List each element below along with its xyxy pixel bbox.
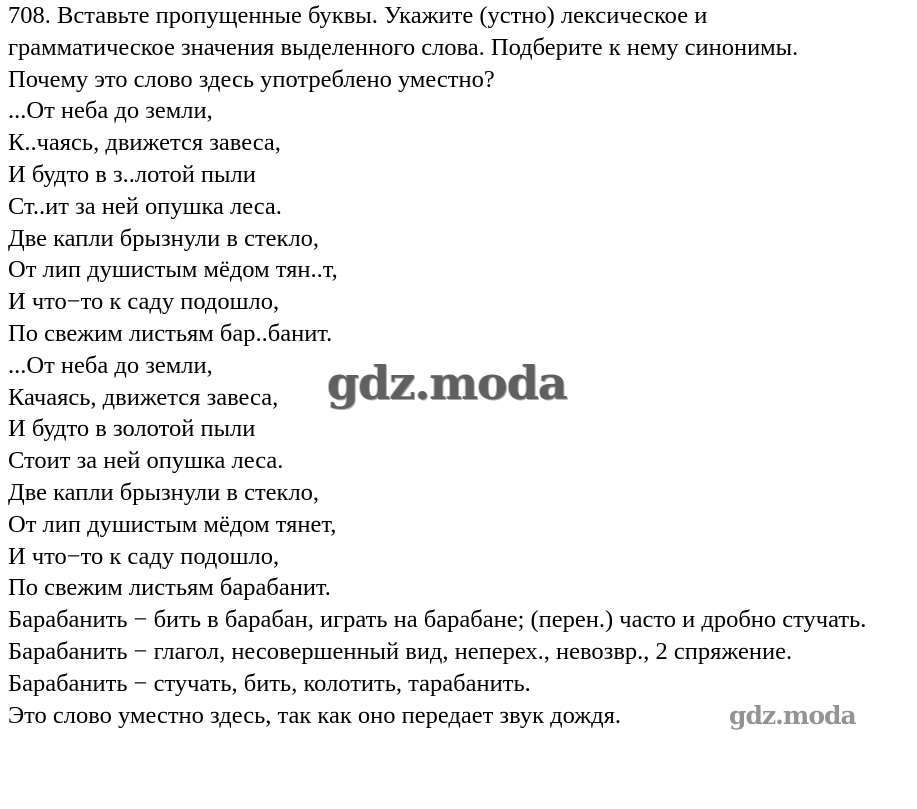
answer-poem-line: Две капли брызнули в стекло, [8, 478, 320, 506]
watermark-small: gdz.moda [729, 701, 856, 730]
lexical-meaning: Барабанить − бить в барабан, играть на барабане; (перен.) часто и дробно стучать. [8, 606, 867, 634]
task-instruction-line-3: Почему это слово здесь употреблено уместно? [8, 65, 495, 93]
exercise-poem-line: Две капли брызнули в стекло, [8, 224, 320, 252]
exercise-poem-line: ...От неба до земли, [8, 97, 213, 125]
task-instruction-line-1: 708. Вставьте пропущенные буквы. Укажите (устно) лексическое и [8, 2, 708, 29]
appropriateness-explanation: Это слово уместно здесь, так как оно передает звук дождя. [8, 701, 622, 729]
exercise-poem-line: От лип душистым мёдом тян..т, [8, 256, 338, 284]
answer-poem-line: ...От неба до земли, [8, 351, 213, 379]
watermark-large: gdz.moda [327, 356, 567, 410]
exercise-poem-line: И что−то к саду подошло, [8, 288, 280, 316]
document-text [8, 0, 913, 731]
exercise-poem-line: По свежим листьям бар..банит. [8, 319, 333, 347]
grammatical-meaning: Барабанить − глагол, несовершенный вид, неперех., невозвр., 2 спряжение. [8, 637, 793, 665]
answer-poem-line: Качаясь, движется завеса, [8, 383, 279, 411]
answer-poem-line: От лип душистым мёдом тянет, [8, 510, 337, 538]
synonyms-line: Барабанить − стучать, бить, колотить, тарабанить. [8, 669, 531, 697]
exercise-poem-line: И будто в з..лотой пыли [8, 160, 256, 188]
answer-poem-line: И будто в золотой пыли [8, 415, 256, 443]
answer-poem-line: Стоит за ней опушка леса. [8, 447, 284, 475]
task-instruction-line-2: грамматическое значения выделенного слова. Подберите к нему синонимы. [8, 33, 799, 61]
answer-poem-line: По свежим листьям барабанит. [8, 574, 331, 602]
exercise-poem-line: Ст..ит за ней опушка леса. [8, 192, 282, 220]
exercise-poem-line: К..чаясь, движется завеса, [8, 129, 281, 157]
answer-poem-line: И что−то к саду подошло, [8, 542, 280, 570]
